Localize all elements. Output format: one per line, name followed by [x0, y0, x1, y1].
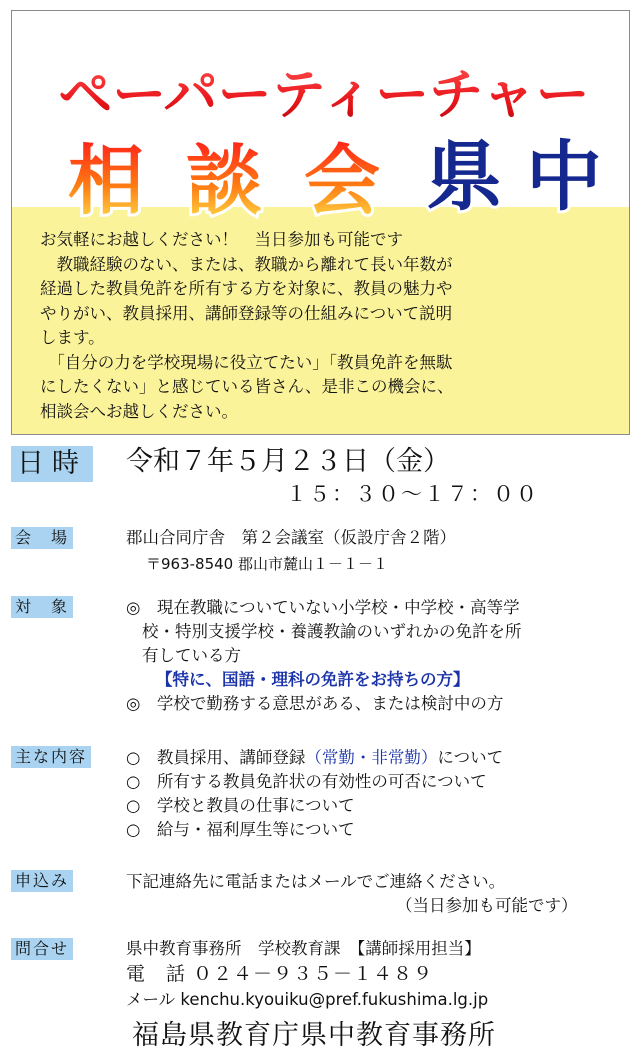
content-item: ○ 所有する教員免許状の有効性の可否について [126, 772, 487, 791]
title-line1-text: ペーパーティーチャー [58, 63, 590, 126]
contact-phone: 電 話 ０２４－９３５－１４８９ [126, 963, 434, 985]
venue-name: 郡山合同庁舎 第２会議室（仮設庁舎２階） [126, 528, 456, 547]
target-highlight: 【特に、国語・理科の免許をお持ちの方】 [156, 670, 470, 689]
venue-address: 〒963-8540 郡山市麓山１－１－１ [146, 555, 388, 573]
title-event-name [34, 61, 614, 131]
title-char-3: 会 [304, 136, 380, 225]
intro-line: 相談会へお越しください。 [40, 401, 238, 421]
intro-line: 教職経験のない、または、教職から離れて長い年数が [40, 254, 453, 274]
apply-text: 下記連絡先に電話またはメールでご連絡ください。 [126, 872, 506, 891]
intro-line: します。 [40, 328, 105, 347]
content-item: ○ 給与・福利厚生等について [126, 820, 355, 839]
content-item-text: ○ 教員採用、講師登録 [126, 748, 306, 767]
title-char-1: 相 [68, 136, 144, 225]
event-date: 令和７年５月２３日（金） [126, 446, 450, 477]
title-char-4: 県 [426, 132, 502, 221]
issuer-name: 福島県教育庁県中教育事務所 [132, 1020, 496, 1051]
target-item-line: 有している方 [142, 646, 241, 665]
apply-label: 申込み [11, 870, 73, 892]
target-label: 対 象 [11, 596, 73, 618]
target-item-line: ◎ 学校で勤務する意思がある、または検討中の方 [126, 694, 504, 713]
contact-label: 問合せ [11, 938, 73, 960]
apply-note: （当日参加も可能です） [396, 896, 578, 915]
content-item-emphasis: （常勤・非常勤） [305, 748, 438, 767]
datetime-label: 日時 [11, 446, 93, 482]
title-consultation [34, 129, 634, 229]
venue-label: 会 場 [11, 527, 73, 549]
contact-mail: メール kenchu.kyouiku@pref.fukushima.lg.jp [126, 990, 489, 1009]
title-char-2: 談 [186, 136, 262, 225]
content-item-text: について [437, 748, 504, 767]
content-list [126, 746, 626, 842]
intro-line: お気軽にお越しください！ 当日参加も可能です [40, 230, 403, 249]
content-item: ○ 学校と教員の仕事について [126, 796, 355, 815]
event-time: １５：３０～１７：００ [286, 482, 539, 506]
intro-line: にしたくない」と感じている皆さん、是非この機会に、 [40, 377, 454, 396]
intro-text [40, 228, 600, 424]
intro-line: 経過した教員免許を所有する方を対象に、教員の魅力や [40, 279, 453, 298]
content-item [126, 746, 626, 770]
target-item-line: ◎ 現在教職についていない小学校・中学校・高等学 [126, 598, 520, 617]
target-item-line: 校・特別支援学校・養護教諭のいずれかの免許を所 [142, 622, 522, 641]
intro-line: 「自分の力を学校現場に役立てたい」「教員免許を無駄 [40, 352, 453, 372]
target-list [126, 596, 626, 716]
content-label: 主な内容 [11, 746, 91, 768]
title-char-5: 中 [526, 132, 602, 221]
intro-line: やりがい、教員採用、講師登録等の仕組みについて説明 [40, 303, 453, 323]
contact-office: 県中教育事務所 学校教育課 【講師採用担当】 [126, 939, 481, 958]
